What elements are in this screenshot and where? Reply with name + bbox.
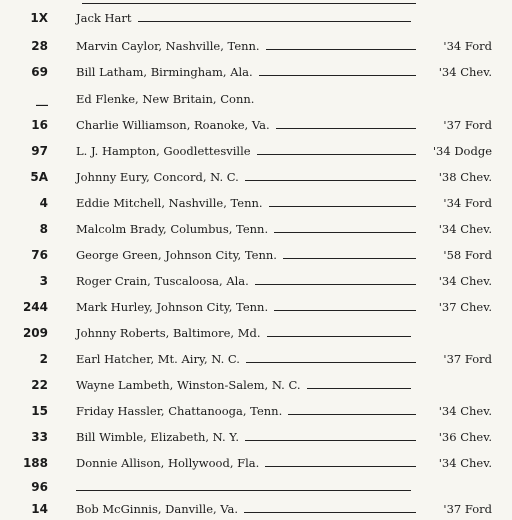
driver-name: Johnny Eury, Concord, N. C. [76, 170, 239, 184]
car-number: 244 [22, 300, 48, 314]
entry-row [0, 374, 512, 396]
driver-name: Earl Hatcher, Mt. Airy, N. C. [76, 352, 240, 366]
car-model: '37 Ford [443, 352, 492, 366]
leader-line [266, 49, 416, 50]
car-number: 15 [31, 404, 48, 418]
car-model: '34 Ford [443, 39, 492, 53]
leader-line [307, 388, 411, 389]
car-number: 1X [30, 11, 48, 25]
car-number: 2 [39, 352, 48, 366]
car-model: '34 Chev. [438, 222, 492, 236]
driver-name: Eddie Mitchell, Nashville, Tenn. [76, 196, 263, 210]
entry-line [76, 144, 492, 158]
entry-row [0, 61, 512, 83]
entry-row [0, 166, 512, 188]
entry-row [0, 114, 512, 136]
car-model: '38 Chev. [438, 170, 492, 184]
leader-line [267, 336, 411, 337]
car-number: 4 [39, 196, 48, 210]
driver-name: L. J. Hampton, Goodlettesville [76, 144, 251, 158]
car-number: __ [36, 92, 48, 106]
leader-line [265, 466, 416, 467]
entry-line [76, 502, 492, 516]
leader-line [246, 362, 416, 363]
leader-line [82, 3, 416, 4]
entry-row [0, 270, 512, 292]
entry-row [0, 476, 512, 498]
entry-row [0, 35, 512, 57]
car-number: 16 [31, 118, 48, 132]
entry-row [0, 348, 512, 370]
entry-line [76, 456, 492, 470]
leader-line [245, 180, 416, 181]
entry-row [0, 400, 512, 422]
entry-row [0, 244, 512, 266]
car-model: '34 Chev. [438, 65, 492, 79]
driver-name: Bob McGinnis, Danville, Va. [76, 502, 239, 516]
entry-row [0, 192, 512, 214]
car-number: 22 [31, 378, 48, 392]
entry-line [76, 404, 492, 418]
driver-name: Jack Hart [76, 11, 132, 25]
leader-line [274, 232, 416, 233]
car-model: '34 Chev. [438, 274, 492, 288]
driver-name: Donnie Allison, Hollywood, Fla. [76, 456, 260, 470]
entry-line [76, 300, 492, 314]
leader-line [76, 490, 411, 491]
entry-line [76, 352, 492, 366]
leader-line [288, 414, 416, 415]
entry-line [76, 0, 492, 1]
driver-name: Friday Hassler, Chattanooga, Tenn. [76, 404, 283, 418]
driver-name: Wayne Lambeth, Winston-Salem, N. C. [76, 378, 301, 392]
entry-line [76, 222, 492, 236]
entry-row [0, 7, 512, 29]
entry-row [0, 88, 512, 110]
leader-line [276, 128, 416, 129]
entry-row [0, 218, 512, 240]
leader-line [283, 258, 416, 259]
entry-line [76, 326, 417, 340]
entry-line [76, 248, 492, 262]
car-model: '37 Chev. [438, 300, 492, 314]
car-number: 8 [39, 222, 48, 236]
car-number: 33 [31, 430, 48, 444]
car-number: 5A [30, 170, 48, 184]
entry-row [0, 426, 512, 448]
driver-name: Roger Crain, Tuscaloosa, Ala. [76, 274, 249, 288]
leader-line [138, 21, 411, 22]
entry-line [76, 196, 492, 210]
driver-name: Malcolm Brady, Columbus, Tenn. [76, 222, 269, 236]
car-model: '34 Chev. [438, 456, 492, 470]
leader-line [274, 310, 416, 311]
driver-name: Mark Hurley, Johnson City, Tenn. [76, 300, 269, 314]
driver-name: Bill Wimble, Elizabeth, N. Y. [76, 430, 240, 444]
car-number: 209 [22, 326, 48, 340]
entry-row [0, 322, 512, 344]
car-model: '36 Chev. [438, 430, 492, 444]
entry-line [76, 274, 492, 288]
entry-line [76, 118, 492, 132]
entry-row [0, 140, 512, 162]
leader-line [259, 75, 416, 76]
leader-line [245, 440, 416, 441]
car-model: '37 Ford [443, 502, 492, 516]
leader-line [255, 284, 416, 285]
car-number: 28 [31, 39, 48, 53]
car-number: 188 [22, 456, 48, 470]
driver-name: Marvin Caylor, Nashville, Tenn. [76, 39, 260, 53]
entry-row [0, 452, 512, 474]
car-number: 96 [31, 480, 48, 494]
car-number: 14 [31, 502, 48, 516]
entry-line [76, 378, 417, 392]
car-number: 76 [31, 248, 48, 262]
entry-line [76, 65, 492, 79]
car-number: 97 [31, 144, 48, 158]
entry-line [76, 92, 492, 106]
leader-line [269, 206, 416, 207]
entry-line [76, 430, 492, 444]
driver-name: Bill Latham, Birmingham, Ala. [76, 65, 253, 79]
driver-name: Ed Flenke, New Britain, Conn. [76, 92, 255, 106]
car-model: '34 Ford [443, 196, 492, 210]
entry-row [0, 498, 512, 520]
car-number: 3 [39, 274, 48, 288]
car-model: '34 Dodge [432, 144, 492, 158]
entry-line [76, 487, 417, 488]
driver-name: Johnny Roberts, Baltimore, Md. [76, 326, 261, 340]
driver-name: Charlie Williamson, Roanoke, Va. [76, 118, 270, 132]
leader-line [257, 154, 416, 155]
car-model: '37 Ford [443, 118, 492, 132]
entry-row [0, 296, 512, 318]
entry-line [76, 170, 492, 184]
car-number: 69 [31, 65, 48, 79]
car-model: '58 Ford [443, 248, 492, 262]
entry-line [76, 11, 417, 25]
driver-name: George Green, Johnson City, Tenn. [76, 248, 277, 262]
entry-line [76, 39, 492, 53]
car-model: '34 Chev. [438, 404, 492, 418]
